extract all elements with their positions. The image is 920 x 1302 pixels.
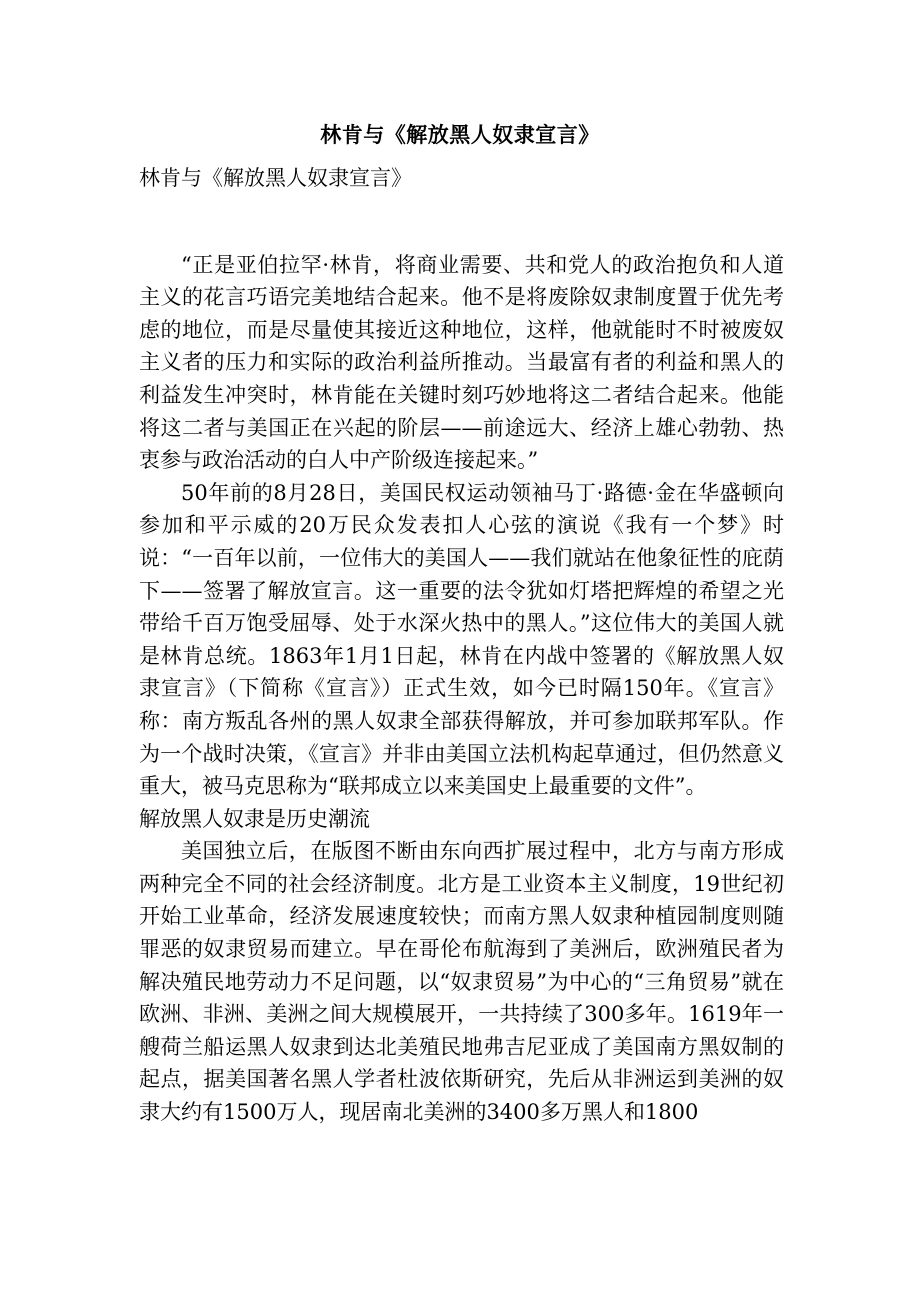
paragraph-mlk-speech: 50年前的8月28日，美国民权运动领袖马丁·路德·金在华盛顿向参加和平示威的20万民众发表扣人心弦的演说《我有一个梦》时说：“一百年以前，一位伟大的美国人——我们就站在他象征性的庇荫下——签署了解放宣言。这一重要的法令犹如灯塔把辉煌的希望之光带给千百万饱受屈辱、处于水深火热中的黑人。”这位伟大的美国人就是林肯总统。1863年1月1日起，林肯在内战中签署的《解放黑人奴隶宣言》（下简称《宣言》）正式生效，如今已时隔150年。《宣言》称：南方叛乱各州的黑人奴隶全部获得解放，并可参加联邦军队。作为一个战时决策，《宣言》并非由美国立法机构起草通过，但仍然意义重大，被马克思称为“联邦成立以来美国史上最重要的文件”。 [139,480,784,799]
document-body [139,162,784,1129]
quote-paragraph: “正是亚伯拉罕·林肯，将商业需要、共和党人的政治抱负和人道主义的花言巧语完美地结合起来。他不是将废除奴隶制度置于优先考虑的地位，而是尽量使其接近这种地位，这样，他就能时不时被废奴主义者的压力和实际的政治利益所推动。当最富有者的利益和黑人的利益发生冲突时，林肯能在关键时刻巧妙地将这二者结合起来。他能将这二者与美国正在兴起的阶层——前途远大、经济上雄心勃勃、热衷参与政治活动的白人中产阶级连接起来。” [139,252,784,473]
document-title: 林肯与《解放黑人奴隶宣言》 [320,122,600,147]
document-subtitle: 林肯与《解放黑人奴隶宣言》 [139,166,412,190]
paragraph-history: 美国独立后，在版图不断由东向西扩展过程中，北方与南方形成两种完全不同的社会经济制度。北方是工业资本主义制度，19世纪初开始工业革命，经济发展速度较快；而南方黑人奴隶种植园制度则随罪恶的奴隶贸易而建立。早在哥伦布航海到了美洲后，欧洲殖民者为解决殖民地劳动力不足问题，以“奴隶贸易”为中心的“三角贸易”就在欧洲、非洲、美洲之间大规模展开，一共持续了300多年。1619年一艘荷兰船运黑人奴隶到达北美殖民地弗吉尼亚成了美国南方黑奴制的起点，据美国著名黑人学者杜波依斯研究，先后从非洲运到美洲的奴隶大约有1500万人，现居南北美洲的3400多万黑人和1800 [139,839,784,1125]
blank-line [139,195,784,249]
section-heading: 解放黑人奴隶是历史潮流 [139,806,370,831]
